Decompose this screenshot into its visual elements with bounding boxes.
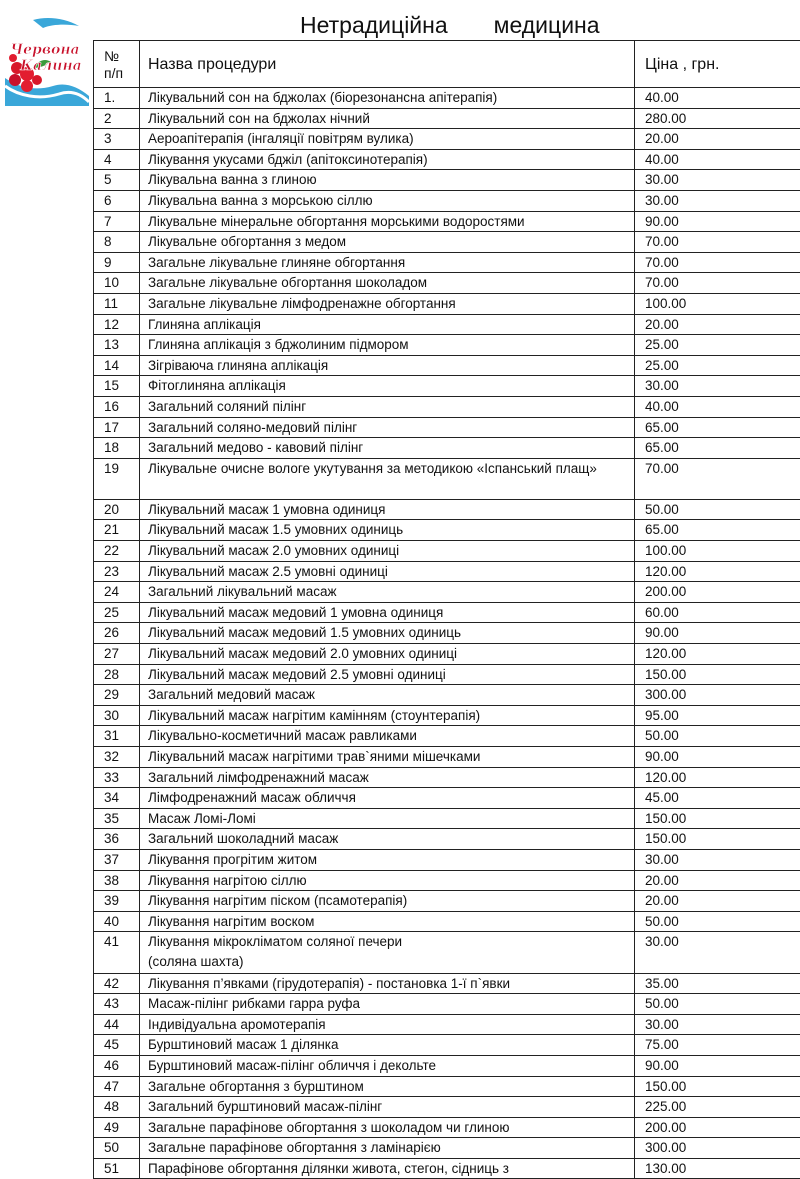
row-procedure-name: Лікувальний масаж 2.5 умовні одиниці — [140, 561, 635, 582]
row-price: 90.00 — [635, 1055, 800, 1076]
row-number: 43 — [94, 994, 140, 1015]
table-row — [94, 582, 800, 603]
row-procedure-name: Загальний лікувальний масаж — [140, 582, 635, 603]
row-procedure-name: Глиняна аплікація з бджолиним підмором — [140, 335, 635, 356]
row-number: 37 — [94, 849, 140, 870]
row-price: 20.00 — [635, 129, 800, 150]
table-row — [94, 499, 800, 520]
table-row — [94, 376, 800, 397]
row-price: 60.00 — [635, 602, 800, 623]
row-procedure-name: Лікувальний масаж 1 умовна одиниця — [140, 499, 635, 520]
row-procedure-name: Загальний шоколадний масаж — [140, 829, 635, 850]
row-price: 50.00 — [635, 726, 800, 747]
red-viburnum-berries-logo-icon — [3, 16, 91, 106]
row-price: 50.00 — [635, 499, 800, 520]
row-procedure-name: Лікування прогрітим житом — [140, 849, 635, 870]
row-number: 18 — [94, 438, 140, 459]
row-procedure-name: Глиняна аплікація — [140, 314, 635, 335]
row-price: 70.00 — [635, 252, 800, 273]
table-row — [94, 788, 800, 809]
row-price: 20.00 — [635, 891, 800, 912]
table-row — [94, 458, 800, 499]
row-price: 75.00 — [635, 1035, 800, 1056]
row-procedure-name: Загальне лікувальне обгортання шоколадом — [140, 273, 635, 294]
row-procedure-name: Лікувальне мінеральне обгортання морськими водоростями — [140, 211, 635, 232]
row-price: 70.00 — [635, 273, 800, 294]
table-row — [94, 747, 800, 768]
row-number: 10 — [94, 273, 140, 294]
row-number: 26 — [94, 623, 140, 644]
row-number: 21 — [94, 520, 140, 541]
row-number: 7 — [94, 211, 140, 232]
row-number: 42 — [94, 973, 140, 994]
row-price: 130.00 — [635, 1158, 800, 1179]
table-row — [94, 314, 800, 335]
row-number: 5 — [94, 170, 140, 191]
row-procedure-name: Лікувальний масаж нагрітим камінням (стоунтерапія) — [140, 705, 635, 726]
row-price: 200.00 — [635, 582, 800, 603]
table-row — [94, 211, 800, 232]
row-procedure-name: Лікувальний масаж 1.5 умовних одиниць — [140, 520, 635, 541]
table-row — [94, 252, 800, 273]
table-row — [94, 911, 800, 932]
row-procedure-name: Бурштиновий масаж-пілінг обличчя і декольте — [140, 1055, 635, 1076]
row-price: 95.00 — [635, 705, 800, 726]
table-row — [94, 438, 800, 459]
table-row — [94, 664, 800, 685]
row-number: 2 — [94, 108, 140, 129]
table-row — [94, 541, 800, 562]
header-procedure-name: Назва процедури — [140, 41, 635, 88]
row-number: 45 — [94, 1035, 140, 1056]
row-number: 12 — [94, 314, 140, 335]
header-number — [94, 41, 140, 88]
logo-text-line2: Калина — [19, 58, 82, 74]
row-procedure-name: Лімфодренажний масаж обличчя — [140, 788, 635, 809]
row-procedure-name: Лікувально-косметичний масаж равликами — [140, 726, 635, 747]
row-number: 17 — [94, 417, 140, 438]
row-procedure-name: Лікування укусами бджіл (апітоксинотерапія) — [140, 149, 635, 170]
row-price: 30.00 — [635, 932, 800, 973]
row-procedure-name: Лікувальний масаж медовий 1.5 умовних одиниць — [140, 623, 635, 644]
table-row — [94, 417, 800, 438]
row-price: 65.00 — [635, 417, 800, 438]
row-price: 35.00 — [635, 973, 800, 994]
table-row — [94, 149, 800, 170]
table-row — [94, 602, 800, 623]
row-number: 14 — [94, 355, 140, 376]
table-row — [94, 561, 800, 582]
row-price: 20.00 — [635, 314, 800, 335]
table-row — [94, 767, 800, 788]
row-number: 31 — [94, 726, 140, 747]
row-price: 150.00 — [635, 829, 800, 850]
row-number: 40 — [94, 911, 140, 932]
row-procedure-name: Лікувальне обгортання з медом — [140, 232, 635, 253]
row-procedure-name: Загальне парафінове обгортання з ламінарією — [140, 1138, 635, 1159]
table-row — [94, 1014, 800, 1035]
row-price: 25.00 — [635, 335, 800, 356]
table-row — [94, 396, 800, 417]
row-procedure-name: Лікувальний масаж 2.0 умовних одиниці — [140, 541, 635, 562]
row-procedure-name: Зігріваюча глиняна аплікація — [140, 355, 635, 376]
row-number: 50 — [94, 1138, 140, 1159]
table-row — [94, 1035, 800, 1056]
row-number: 8 — [94, 232, 140, 253]
row-number: 9 — [94, 252, 140, 273]
row-procedure-name: Загальний лімфодренажний масаж — [140, 767, 635, 788]
header-number-line1: № — [104, 48, 139, 65]
row-procedure-name: Лікувальний масаж медовий 1 умовна одиниця — [140, 602, 635, 623]
row-procedure-name: Загальний соляний пілінг — [140, 396, 635, 417]
row-price: 100.00 — [635, 293, 800, 314]
row-price: 40.00 — [635, 149, 800, 170]
row-number: 48 — [94, 1097, 140, 1118]
row-procedure-name: Масаж Ломі-Ломі — [140, 808, 635, 829]
table-row — [94, 232, 800, 253]
row-procedure-name: Лікування нагрітим піском (псамотерапія) — [140, 891, 635, 912]
row-procedure-name: Загальне лікувальне лімфодренажне обгортання — [140, 293, 635, 314]
row-price: 120.00 — [635, 644, 800, 665]
row-procedure-name: Загальне обгортання з бурштином — [140, 1076, 635, 1097]
row-procedure-name: Загальний медовий масаж — [140, 685, 635, 706]
row-number: 44 — [94, 1014, 140, 1035]
row-price: 120.00 — [635, 561, 800, 582]
row-number: 25 — [94, 602, 140, 623]
table-row — [94, 273, 800, 294]
table-row — [94, 726, 800, 747]
row-number: 33 — [94, 767, 140, 788]
row-price: 150.00 — [635, 808, 800, 829]
table-row — [94, 685, 800, 706]
row-procedure-name: Аероапітерапія (інгаляції повітрям вулика) — [140, 129, 635, 150]
table-row — [94, 932, 800, 973]
brand-logo — [3, 16, 91, 106]
table-row — [94, 1076, 800, 1097]
table-row — [94, 1117, 800, 1138]
title-word-2: медицина — [494, 10, 600, 40]
row-price: 25.00 — [635, 355, 800, 376]
row-price: 30.00 — [635, 190, 800, 211]
table-row — [94, 644, 800, 665]
row-procedure-name: Лікування нагрітою сіллю — [140, 870, 635, 891]
table-row — [94, 994, 800, 1015]
row-price: 300.00 — [635, 1138, 800, 1159]
row-procedure-name: Лікувальний сон на бджолах (біорезонансна апітерапія) — [140, 88, 635, 109]
row-number: 11 — [94, 293, 140, 314]
row-number: 34 — [94, 788, 140, 809]
row-price: 90.00 — [635, 623, 800, 644]
row-price: 300.00 — [635, 685, 800, 706]
row-procedure-name: Лікування п’явками (гірудотерапія) - постановка 1-ї п`явки — [140, 973, 635, 994]
row-price: 200.00 — [635, 1117, 800, 1138]
row-procedure-name: Лікувальне очисне вологе укутування за методикою «Іспанський плащ» — [140, 458, 635, 499]
row-number: 13 — [94, 335, 140, 356]
row-number: 23 — [94, 561, 140, 582]
row-number: 46 — [94, 1055, 140, 1076]
page-title — [300, 10, 640, 40]
row-number: 39 — [94, 891, 140, 912]
row-number: 32 — [94, 747, 140, 768]
header-number-line2: п/п — [104, 65, 139, 82]
table-row — [94, 1138, 800, 1159]
row-number: 22 — [94, 541, 140, 562]
row-number: 20 — [94, 499, 140, 520]
row-price: 45.00 — [635, 788, 800, 809]
row-procedure-name: Загальне лікувальне глиняне обгортання — [140, 252, 635, 273]
table-row — [94, 849, 800, 870]
table-row — [94, 170, 800, 191]
row-number: 36 — [94, 829, 140, 850]
table-row — [94, 88, 800, 109]
row-procedure-name: Лікувальна ванна з морською сіллю — [140, 190, 635, 211]
row-price: 50.00 — [635, 911, 800, 932]
row-price: 30.00 — [635, 1014, 800, 1035]
row-price: 70.00 — [635, 458, 800, 499]
table-row — [94, 829, 800, 850]
row-number: 1. — [94, 88, 140, 109]
table-row — [94, 1158, 800, 1179]
row-price: 65.00 — [635, 438, 800, 459]
price-table-body — [94, 41, 800, 1179]
table-row — [94, 623, 800, 644]
row-number: 28 — [94, 664, 140, 685]
row-price: 150.00 — [635, 664, 800, 685]
row-procedure-name: Парафінове обгортання ділянки живота, стегон, сідниць з — [140, 1158, 635, 1179]
row-price: 40.00 — [635, 396, 800, 417]
row-price: 150.00 — [635, 1076, 800, 1097]
title-word-1: Нетрадиційна — [300, 10, 448, 40]
table-row — [94, 355, 800, 376]
row-procedure-name: Лікувальний масаж нагрітими трав`яними мішечками — [140, 747, 635, 768]
row-procedure-name: Фітоглиняна аплікація — [140, 376, 635, 397]
row-price: 40.00 — [635, 88, 800, 109]
row-price: 50.00 — [635, 994, 800, 1015]
row-procedure-name: Індивідуальна аромотерапія — [140, 1014, 635, 1035]
row-price: 30.00 — [635, 170, 800, 191]
row-price: 20.00 — [635, 870, 800, 891]
row-procedure-name: Лікування нагрітим воском — [140, 911, 635, 932]
table-row — [94, 190, 800, 211]
row-number: 41 — [94, 932, 140, 973]
row-price: 30.00 — [635, 849, 800, 870]
row-number: 24 — [94, 582, 140, 603]
row-number: 29 — [94, 685, 140, 706]
row-number: 16 — [94, 396, 140, 417]
row-price: 70.00 — [635, 232, 800, 253]
row-number: 49 — [94, 1117, 140, 1138]
row-number: 19 — [94, 458, 140, 499]
row-price: 90.00 — [635, 211, 800, 232]
row-number: 51 — [94, 1158, 140, 1179]
table-row — [94, 1097, 800, 1118]
row-price: 100.00 — [635, 541, 800, 562]
table-row — [94, 108, 800, 129]
row-procedure-name: Лікування мікрокліматом соляної печери (соляна шахта) — [140, 932, 635, 973]
row-price: 225.00 — [635, 1097, 800, 1118]
row-number: 47 — [94, 1076, 140, 1097]
row-procedure-name: Бурштиновий масаж 1 ділянка — [140, 1035, 635, 1056]
table-row — [94, 1055, 800, 1076]
row-price: 30.00 — [635, 376, 800, 397]
row-price: 280.00 — [635, 108, 800, 129]
table-row — [94, 705, 800, 726]
row-number: 27 — [94, 644, 140, 665]
row-procedure-name: Лікувальний сон на бджолах нічний — [140, 108, 635, 129]
table-row — [94, 808, 800, 829]
table-row — [94, 870, 800, 891]
table-row — [94, 129, 800, 150]
table-header-row — [94, 41, 800, 88]
table-row — [94, 891, 800, 912]
table-row — [94, 520, 800, 541]
row-procedure-name: Загальне парафінове обгортання з шоколадом чи глиною — [140, 1117, 635, 1138]
row-price: 90.00 — [635, 747, 800, 768]
table-row — [94, 335, 800, 356]
table-row — [94, 973, 800, 994]
logo-text-line1: Червона — [10, 42, 79, 58]
row-procedure-name: Лікувальна ванна з глиною — [140, 170, 635, 191]
row-price: 65.00 — [635, 520, 800, 541]
row-number: 35 — [94, 808, 140, 829]
row-procedure-name: Загальний бурштиновий масаж-пілінг — [140, 1097, 635, 1118]
price-table — [93, 40, 800, 1179]
row-procedure-name: Лікувальний масаж медовий 2.0 умовних одиниці — [140, 644, 635, 665]
header-price: Ціна , грн. — [635, 41, 800, 88]
row-procedure-name: Масаж-пілінг рибками гарра руфа — [140, 994, 635, 1015]
row-number: 30 — [94, 705, 140, 726]
row-procedure-name: Загальний соляно-медовий пілінг — [140, 417, 635, 438]
row-procedure-name: Загальний медово - кавовий пілінг — [140, 438, 635, 459]
table-row — [94, 293, 800, 314]
row-price: 120.00 — [635, 767, 800, 788]
row-number: 3 — [94, 129, 140, 150]
row-number: 38 — [94, 870, 140, 891]
row-number: 15 — [94, 376, 140, 397]
row-number: 6 — [94, 190, 140, 211]
row-procedure-name: Лікувальний масаж медовий 2.5 умовні одиниці — [140, 664, 635, 685]
row-number: 4 — [94, 149, 140, 170]
